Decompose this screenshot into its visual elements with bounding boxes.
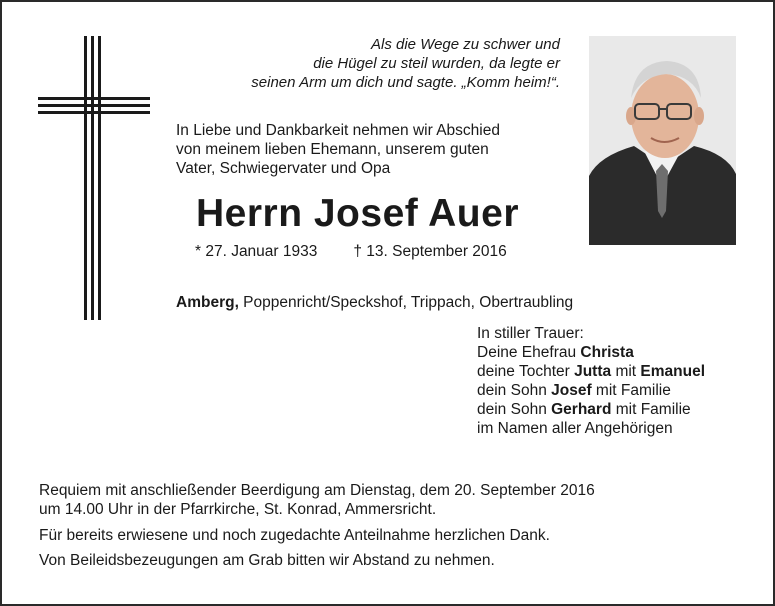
farewell-line: In Liebe und Dankbarkeit nehmen wir Abschied — [176, 122, 500, 139]
poem — [200, 35, 560, 92]
main-place: Amberg, — [176, 294, 239, 311]
cross-icon — [38, 36, 150, 320]
places-line — [176, 294, 573, 312]
poem-line: seinen Arm um dich und sagte. „Komm heim!“. — [251, 74, 560, 91]
birth-date: * 27. Januar 1933 — [195, 243, 318, 260]
service-info — [39, 481, 595, 570]
mourner-line: deine Tochter Jutta mit Emanuel — [477, 363, 706, 380]
farewell-line: von meinem lieben Ehemann, unserem guten — [176, 141, 489, 158]
mourner-line: im Namen aller Angehörigen — [477, 420, 673, 437]
death-date: † 13. September 2016 — [353, 243, 507, 260]
poem-line: Als die Wege zu schwer und — [371, 36, 560, 53]
poem-line: die Hügel zu steil wurden, da legte er — [313, 55, 560, 72]
requiem-line: Requiem mit anschließender Beerdigung am Dienstag, dem 20. September 2016 — [39, 482, 595, 499]
other-places: Poppenricht/Speckshof, Trippach, Obertraubling — [238, 294, 574, 311]
mourner-line: dein Sohn Gerhard mit Familie — [477, 401, 691, 418]
thanks-text: Für bereits erwiesene und noch zugedachte Anteilnahme herzlichen Dank. — [39, 527, 550, 544]
mourner-line: dein Sohn Josef mit Familie — [477, 382, 671, 399]
farewell-line: Vater, Schwiegervater und Opa — [176, 160, 391, 177]
portrait-photo — [589, 36, 736, 245]
mourner-line: Deine Ehefrau Christa — [477, 344, 634, 361]
life-dates — [195, 243, 507, 261]
condolence-request: Von Beileidsbezeugungen am Grab bitten wir Abstand zu nehmen. — [39, 552, 495, 569]
mourners-list — [477, 324, 705, 438]
requiem-line: um 14.00 Uhr in der Pfarrkirche, St. Konrad, Ammersricht. — [39, 501, 437, 518]
mourners-heading: In stiller Trauer: — [477, 325, 584, 342]
farewell-text — [176, 121, 500, 178]
deceased-name: Herrn Josef Auer — [196, 192, 519, 235]
